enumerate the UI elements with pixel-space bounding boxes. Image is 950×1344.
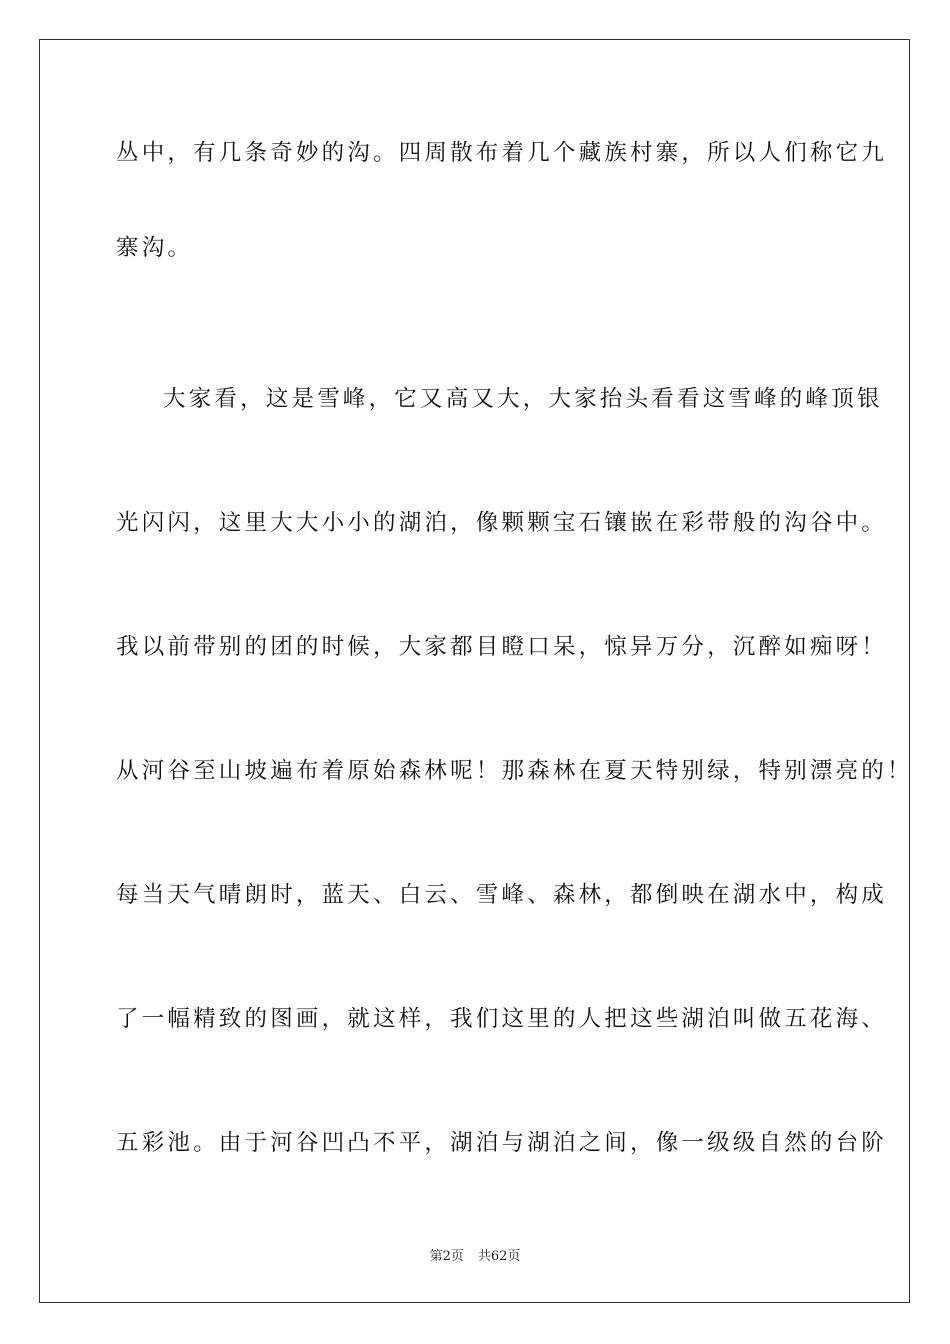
body-text-line: 丛中，有几条奇妙的沟。四周散布着几个藏族村寨，所以人们称它九 bbox=[116, 140, 888, 166]
body-text-line: 从河谷至山坡遍布着原始森林呢！那森林在夏天特别绿，特别漂亮的！ bbox=[116, 758, 913, 784]
body-text-line: 寨沟。 bbox=[116, 235, 194, 261]
page-footer bbox=[0, 1248, 950, 1266]
page-total: 共62页 bbox=[477, 1249, 521, 1264]
body-text-line: 光闪闪，这里大大小小的湖泊，像颗颗宝石镶嵌在彩带般的沟谷中。 bbox=[116, 510, 888, 536]
body-text-line: 五彩池。由于河谷凹凸不平，湖泊与湖泊之间，像一级级自然的台阶 bbox=[116, 1130, 888, 1156]
page-frame bbox=[39, 39, 913, 1303]
body-text-line: 每当天气晴朗时，蓝天、白云、雪峰、森林，都倒映在湖水中，构成 bbox=[116, 882, 888, 908]
paragraph-first-line: 大家看，这是雪峰，它又高又大，大家抬头看看这雪峰的峰顶银 bbox=[163, 386, 883, 412]
body-text-line: 我以前带别的团的时候，大家都目瞪口呆，惊异万分，沉醉如痴呀！ bbox=[116, 634, 888, 660]
body-text-line: 了一幅精致的图画，就这样，我们这里的人把这些湖泊叫做五花海、 bbox=[116, 1006, 888, 1032]
page-number: 第2页 bbox=[429, 1249, 464, 1264]
